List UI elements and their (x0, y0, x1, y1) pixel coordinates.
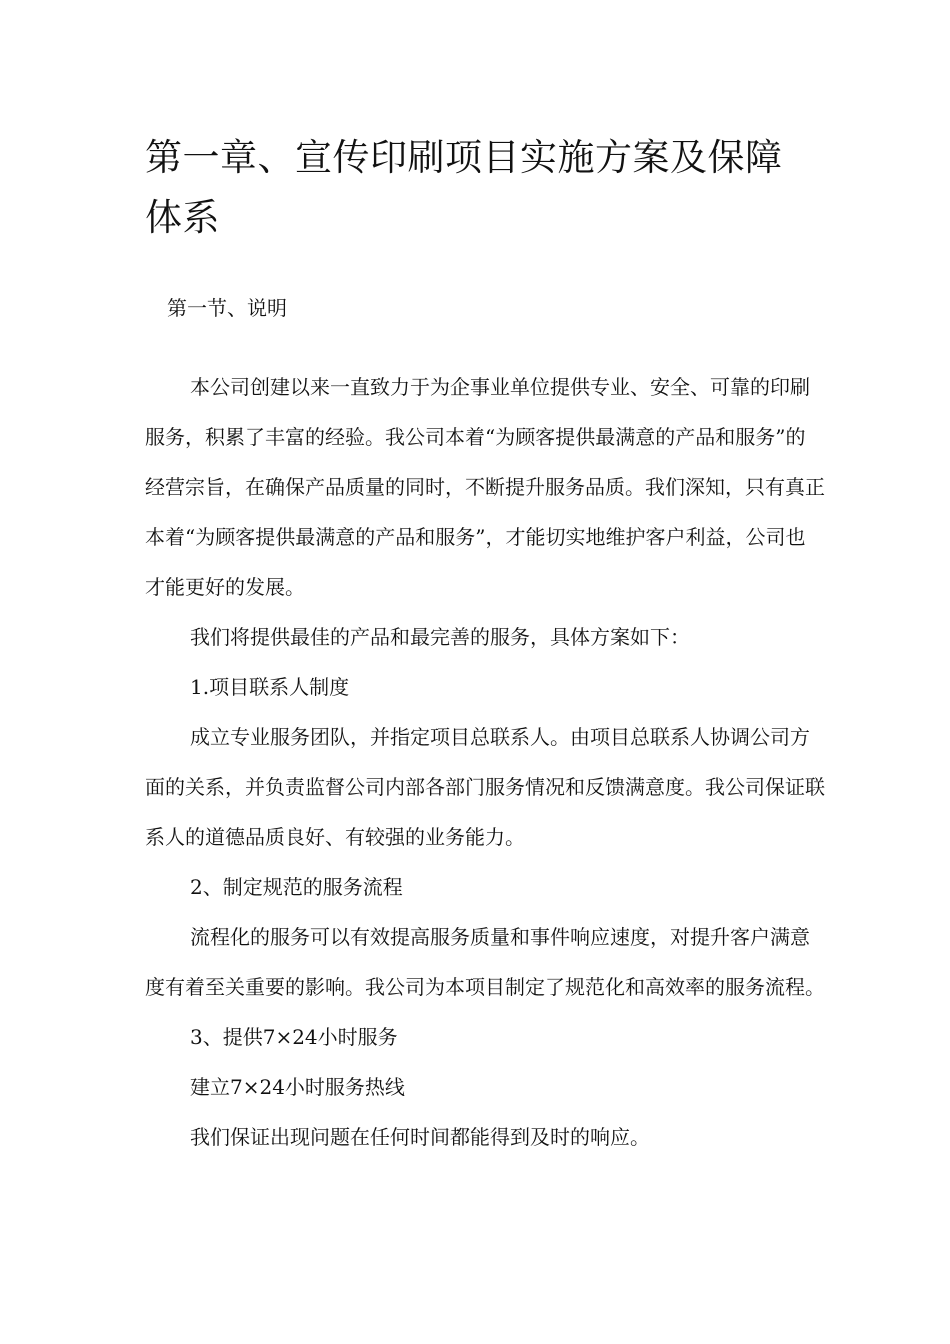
item-response-guarantee: 我们保证出现问题在任何时间都能得到及时的响应。 (190, 1125, 650, 1149)
item-heading-service-process: 2、制定规范的服务流程 (190, 875, 403, 899)
section-heading: 第一节、说明 (167, 296, 287, 320)
paragraph-plan-lead: 我们将提供最佳的产品和最完善的服务，具体方案如下： (190, 625, 690, 649)
body-text (145, 362, 825, 1162)
item-hotline: 建立7×24小时服务热线 (190, 1075, 405, 1099)
paragraph-contact-system: 成立专业服务团队，并指定项目总联系人。由项目总联系人协调公司方面的关系，并负责监督公司内部各部门服务情况和反馈满意度。我公司保证联系人的道德品质良好、有较强的业务能力。 (145, 725, 825, 849)
item-heading-contact-system: 1.项目联系人制度 (190, 675, 350, 699)
chapter-title: 第一章、宣传印刷项目实施方案及保障体系 (145, 136, 783, 239)
item-heading-24h-service: 3、提供7×24小时服务 (190, 1025, 398, 1049)
paragraph-intro: 本公司创建以来一直致力于为企事业单位提供专业、安全、可靠的印刷服务，积累了丰富的经验。我公司本着“为顾客提供最满意的产品和服务”的经营宗旨，在确保产品质量的同时，不断提升服务品质。我们深知，只有真正本着“为顾客提供最满意的产品和服务”，才能切实地维护客户利益，公司也才能更好的发展。 (145, 375, 825, 599)
paragraph-service-process: 流程化的服务可以有效提高服务质量和事件响应速度，对提升客户满意度有着至关重要的影响。我公司为本项目制定了规范化和高效率的服务流程。 (145, 925, 825, 999)
